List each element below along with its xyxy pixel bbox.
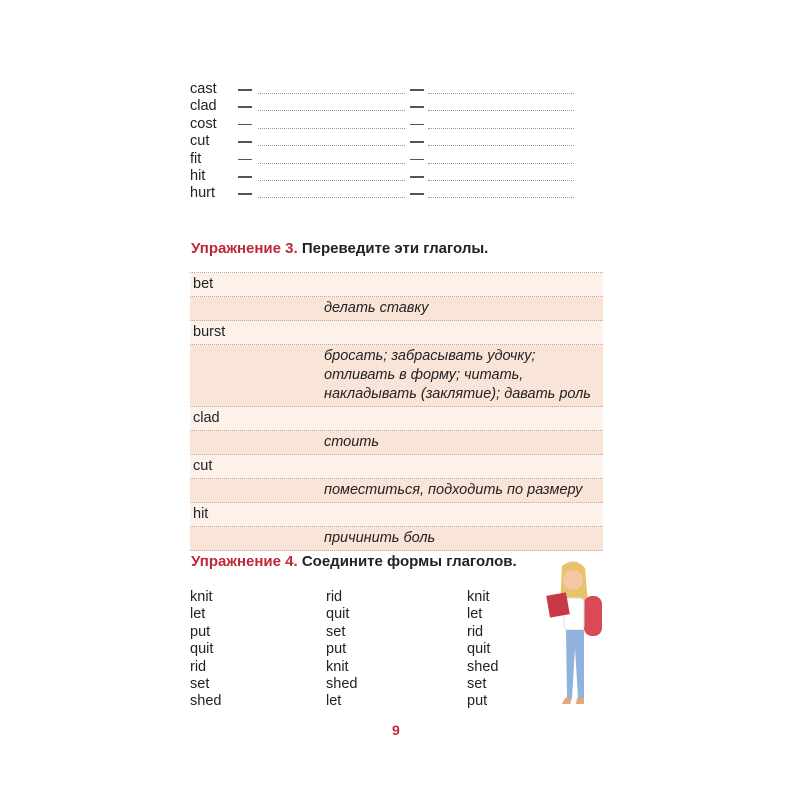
- blank-line-participle[interactable]: [428, 128, 574, 129]
- table-row-english: cut: [190, 455, 603, 479]
- dash: [410, 141, 424, 143]
- verb-item[interactable]: let: [326, 693, 342, 710]
- verb-item[interactable]: knit: [190, 589, 213, 605]
- verb-item[interactable]: put: [326, 641, 347, 658]
- verb-item[interactable]: quit: [326, 606, 350, 623]
- verb-column-3: [467, 589, 498, 711]
- blank-line-participle[interactable]: [428, 93, 574, 94]
- verb-fill-row: [190, 116, 590, 134]
- verb-item[interactable]: rid: [190, 658, 207, 675]
- table-row-russian: поместиться, подходить по размеру: [190, 479, 603, 503]
- verb-fill-row: [190, 185, 590, 203]
- dash: [238, 141, 252, 143]
- verb-item[interactable]: let: [190, 606, 206, 623]
- dash: [238, 176, 252, 178]
- dash: [410, 124, 424, 126]
- verb-word: hurt: [190, 185, 215, 202]
- exercise-4-label: Упражнение 4.: [191, 553, 298, 570]
- page-number: 9: [392, 722, 400, 738]
- table-row-russian: причинить боль: [190, 527, 603, 551]
- exercise-3-label: Упражнение 3.: [191, 240, 298, 257]
- blank-line-past[interactable]: [258, 128, 405, 129]
- dash: [238, 106, 252, 108]
- verb-fill-row: [190, 133, 590, 151]
- dash: [410, 89, 424, 91]
- verb-word: fit: [190, 150, 202, 167]
- verb-item[interactable]: put: [467, 693, 488, 710]
- verb-item[interactable]: put: [190, 623, 211, 640]
- table-row-russian: делать ставку: [190, 297, 603, 321]
- table-row-english: burst: [190, 321, 603, 345]
- verb-fill-row: [190, 151, 590, 169]
- verb-fill-row: [190, 98, 590, 116]
- blank-line-past[interactable]: [258, 110, 405, 111]
- table-row-russian: бросать; забрасывать удочку; отливать в форму; читать, накладывать (заклятие); давать роль: [190, 345, 603, 407]
- verb-word: clad: [190, 98, 217, 115]
- girl-reading-illustration: [540, 558, 610, 708]
- verb-item[interactable]: knit: [467, 589, 490, 605]
- dash: [238, 124, 252, 126]
- blank-line-past[interactable]: [258, 93, 405, 94]
- exercise-4-heading: [191, 553, 517, 570]
- verb-item[interactable]: set: [190, 676, 210, 693]
- verb-item[interactable]: shed: [467, 658, 499, 675]
- verb-column-1: [190, 589, 221, 711]
- verb-column-2: [326, 589, 357, 711]
- verb-fill-row: [190, 81, 590, 99]
- blank-line-participle[interactable]: [428, 110, 574, 111]
- verb-word: hit: [190, 168, 206, 184]
- dash: [410, 159, 424, 161]
- verb-fill-row: [190, 168, 590, 186]
- verb-item[interactable]: set: [326, 623, 346, 640]
- table-row-english: bet: [190, 273, 603, 297]
- exercise-3-instruction: Переведите эти глаголы.: [301, 240, 489, 257]
- verb-item[interactable]: let: [467, 606, 483, 623]
- dash: [238, 159, 252, 161]
- verb-item[interactable]: shed: [326, 676, 358, 693]
- table-row-english: clad: [190, 407, 603, 431]
- verb-item[interactable]: shed: [190, 693, 222, 710]
- table-row-english: hit: [190, 503, 603, 527]
- exercise-4-instruction: Соедините формы глаголов.: [301, 553, 517, 570]
- verb-word: cast: [190, 81, 217, 97]
- blank-line-past[interactable]: [258, 163, 405, 164]
- verb-item[interactable]: quit: [467, 641, 491, 658]
- dash: [410, 106, 424, 108]
- verb-item[interactable]: set: [467, 676, 487, 693]
- verb-item[interactable]: rid: [326, 589, 343, 605]
- blank-line-past[interactable]: [258, 180, 405, 181]
- verb-item[interactable]: knit: [326, 658, 349, 675]
- blank-line-past[interactable]: [258, 197, 405, 198]
- blank-line-participle[interactable]: [428, 145, 574, 146]
- exercise-3-heading: [191, 240, 488, 257]
- verb-item[interactable]: rid: [467, 623, 484, 640]
- dash: [238, 89, 252, 91]
- table-row-russian: стоить: [190, 431, 603, 455]
- translation-table: [190, 272, 603, 551]
- blank-line-participle[interactable]: [428, 163, 574, 164]
- dash: [410, 176, 424, 178]
- dash: [238, 193, 252, 195]
- blank-line-participle[interactable]: [428, 197, 574, 198]
- blank-line-participle[interactable]: [428, 180, 574, 181]
- verb-item[interactable]: quit: [190, 641, 214, 658]
- blank-line-past[interactable]: [258, 145, 405, 146]
- verb-word: cost: [190, 115, 217, 132]
- dash: [410, 193, 424, 195]
- verb-word: cut: [190, 133, 210, 150]
